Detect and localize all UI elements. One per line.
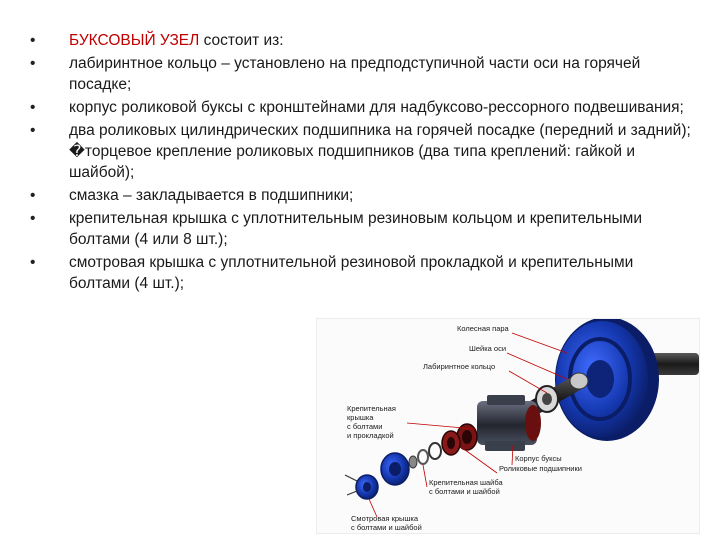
axlebox-exploded-diagram [316,318,700,534]
bullet: • [30,99,36,116]
list-item-text: два роликовых цилиндрических подшипника на горячей посадке (передний и задний); �торцевое крепление роликовых подшипников (два типа креплений: гайкой и шайбой); [69,122,691,181]
axlebox-body [477,395,541,451]
list-item-text: корпус роликовой буксы с кронштейнами для надбуксово-рессорного подвешивания; [69,99,684,116]
list-item [30,97,695,118]
list-item [30,53,695,95]
label-inspection-cover-1: Смотровая крышка [351,514,419,523]
label-fastening-cover-3: с болтами [347,422,383,431]
diagram-svg [317,319,699,533]
list-item [30,30,695,51]
list-item-text: лабиринтное кольцо – установлено на предподступичной части оси на горячей посадке; [69,55,641,93]
label-washer-2: с болтами и шайбой [429,487,500,496]
label-washer-1: Крепительная шайба [429,478,503,487]
bullet: • [30,210,36,227]
bullet: • [30,122,36,139]
list-item [30,185,695,206]
fastening-washer [409,443,441,468]
label-inspection-cover-2: с болтами и шайбой [351,523,422,532]
component-list [30,30,695,296]
inspection-cover [345,475,378,499]
label-labyrinth-ring: Лабиринтное кольцо [423,362,496,371]
callouts [347,324,582,532]
bullet: • [30,55,36,72]
labyrinth-ring [536,386,558,412]
list-item-text: смотровая крышка с уплотнительной резиновой прокладкой и крепительными болтами (4 шт.); [69,254,634,292]
list-item [30,120,695,183]
list-item [30,252,695,294]
label-axle-neck: Шейка оси [469,344,507,353]
bullet: • [30,254,36,271]
list-item [30,208,695,250]
list-item-text: состоит из: [199,32,284,49]
heading-term: БУКСОВЫЙ УЗЕЛ [69,32,200,49]
label-roller-bearings: Роликовые подшипники [499,464,582,473]
bullet: • [30,32,36,49]
list-item-text: смазка – закладывается в подшипники; [69,187,354,204]
fastening-cover [381,453,409,485]
label-fastening-cover-1: Крепительная [347,404,396,413]
label-fastening-cover-4: и прокладкой [347,431,394,440]
label-fastening-cover-2: крышка [347,413,374,422]
bullet: • [30,187,36,204]
label-axlebox-body: Корпус буксы [515,454,562,463]
label-wheelset: Колесная пара [457,324,509,333]
list-item-text: крепительная крышка с уплотнительным резиновым кольцом и крепительными болтами (4 или 8 шт.); [69,210,642,248]
